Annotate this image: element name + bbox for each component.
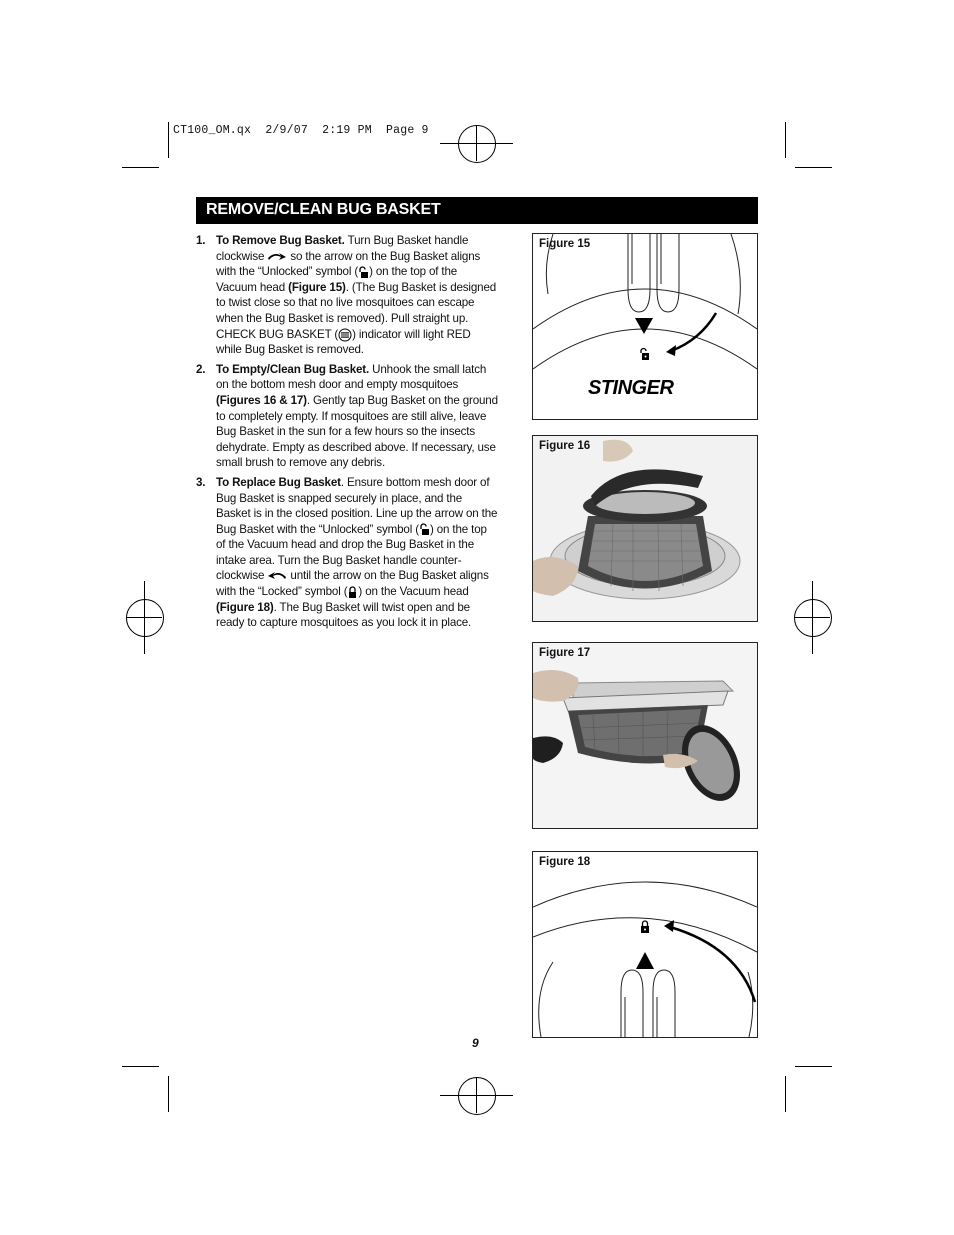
locked-padlock-icon — [641, 921, 649, 933]
counter-clockwise-arrow-icon — [267, 571, 287, 581]
figure-15 — [532, 233, 758, 420]
figure-reference: (Figure 18) — [216, 600, 274, 614]
figure-label: Figure 17 — [539, 647, 591, 659]
step-replace-bug-basket: 3. To Replace Bug Basket. Ensure bottom mesh door of Bug Basket is snapped securely in place, and the Basket is in the closed position. Line up the arrow on the Bug Basket with the “Unlocked” symbol ( ) on the top of the Vacuum head and drop the Bug Basket in the intake area. Turn the Bug Basket handle counter-clockwise until the arrow on the Bug Basket aligns with the “Locked” symbol ( ) on the Vacuum head (Figure 18). The Bug Basket will twist open and be ready to capture mosquitoes as you lock it in place. — [196, 475, 498, 630]
bug-basket-open-door-photo — [533, 436, 757, 621]
alignment-arrow-icon — [635, 318, 653, 334]
figure-reference: (Figure 15) — [288, 280, 346, 294]
instructions-list — [196, 233, 498, 635]
alignment-arrow-icon — [636, 952, 654, 969]
crop-mark — [785, 1076, 786, 1112]
step-title: To Replace Bug Basket — [216, 475, 341, 489]
step-number: 3. — [196, 475, 206, 489]
crop-mark — [795, 1066, 832, 1067]
figure-18 — [532, 851, 758, 1038]
stinger-logo: STINGER — [588, 377, 674, 399]
crop-mark — [168, 1076, 169, 1112]
unlocked-padlock-icon — [641, 349, 649, 361]
crop-mark — [122, 1066, 159, 1067]
page-number: 9 — [472, 1036, 479, 1050]
figure-label: Figure 15 — [539, 238, 591, 250]
vacuum-head-locked-illustration — [533, 852, 757, 1037]
crop-mark — [122, 167, 159, 168]
bug-basket-emptying-photo — [533, 643, 757, 828]
print-slug-header: CT100_OM.qx 2/9/07 2:19 PM Page 9 — [173, 124, 429, 137]
bug-basket-indicator-icon — [338, 328, 352, 342]
section-title-bar — [196, 197, 758, 224]
figure-label: Figure 16 — [539, 440, 591, 452]
step-empty-clean-bug-basket: 2. To Empty/Clean Bug Basket. Unhook the small latch on the bottom mesh door and empty mosquitoes (Figures 16 & 17). Gently tap Bug Basket on the ground to completely empty. If mosquitoes are still alive, leave Bug Basket in the sun for a few hours so the insects dehydrate. Empty as described above. If necessary, use small brush to remove any debris. — [196, 362, 498, 470]
clockwise-arrow-icon — [267, 252, 287, 262]
unlocked-padlock-icon — [419, 523, 430, 536]
section-title: REMOVE/CLEAN BUG BASKET — [206, 201, 441, 218]
figure-16 — [532, 435, 758, 622]
step-number: 1. — [196, 234, 206, 247]
crop-mark — [168, 122, 169, 158]
step-title: To Empty/Clean Bug Basket. — [216, 362, 370, 376]
step-title: To Remove Bug Basket. — [216, 234, 345, 247]
crop-mark — [795, 167, 832, 168]
step-number: 2. — [196, 362, 206, 376]
figure-17 — [532, 642, 758, 829]
figure-label: Figure 18 — [539, 856, 591, 868]
step-remove-bug-basket: 1. To Remove Bug Basket. Turn Bug Basket handle clockwise so the arrow on the Bug Basket aligns with the “Unlocked” symbol ( ) on the top of the Vacuum head (Figure 15). (The Bug Basket is designed to twist close so that no live mosquitoes can escape when the Bug Basket is removed). Pull straight up. CHECK BUG BASKET ( ) indicator will light RED while Bug Basket is removed. — [196, 234, 497, 357]
vacuum-head-unlocked-illustration — [533, 234, 757, 419]
unlocked-padlock-icon — [358, 266, 369, 279]
figure-reference: (Figures 16 & 17) — [216, 393, 307, 407]
crop-mark — [785, 122, 786, 158]
locked-padlock-icon — [347, 586, 358, 599]
